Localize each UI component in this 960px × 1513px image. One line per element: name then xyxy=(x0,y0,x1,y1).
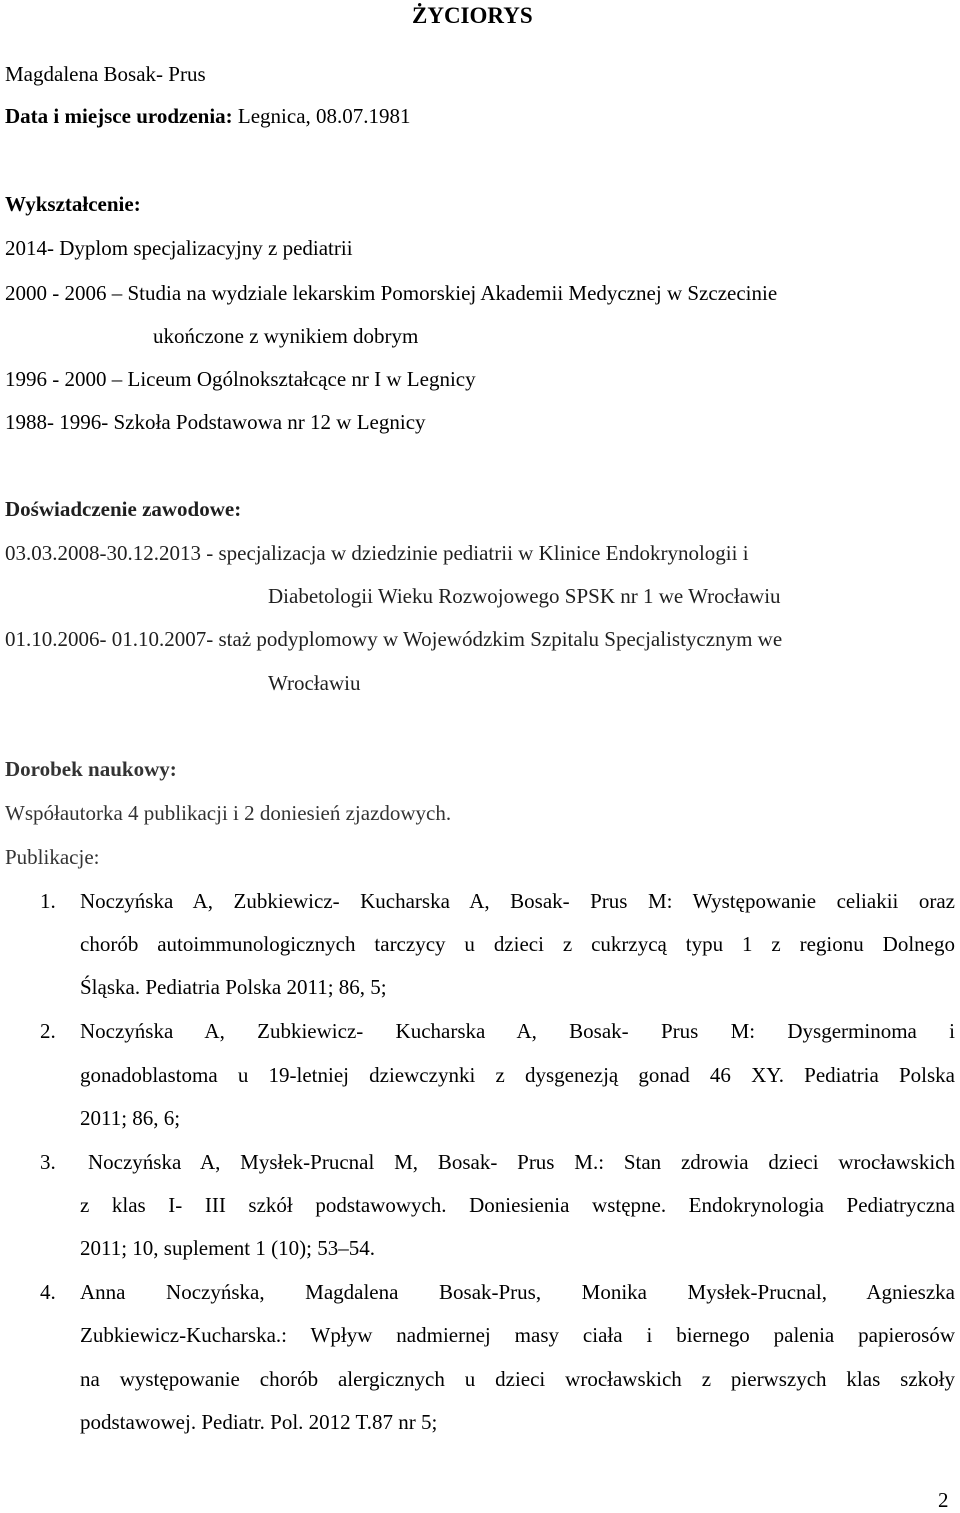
experience-line: Diabetologii Wieku Rozwojowego SPSK nr 1 we Wrocławiu xyxy=(268,584,781,608)
page-number: 2 xyxy=(938,1488,949,1512)
experience-line: 03.03.2008-30.12.2013 - specjalizacja w dziedzinie pediatrii w Klinice Endokrynologii i xyxy=(5,541,749,565)
publication-line: Noczyńska A, Mysłek-Prucnal M, Bosak- Prus M.: Stan zdrowia dzieci wrocławskich xyxy=(88,1150,955,1174)
experience-line: Wrocławiu xyxy=(268,671,361,695)
publication-line: Noczyńska A, Zubkiewicz- Kucharska A, Bosak- Prus M: Dysgerminoma i xyxy=(80,1019,955,1043)
education-line: 1988- 1996- Szkoła Podstawowa nr 12 w Legnicy xyxy=(5,410,426,434)
publication-line: Zubkiewicz-Kucharska.: Wpływ nadmiernej masy ciała i biernego palenia papierosów xyxy=(80,1323,955,1347)
person-name: Magdalena Bosak- Prus xyxy=(5,62,206,86)
publication-number: 4. xyxy=(40,1280,56,1304)
publication-line: Anna Noczyńska, Magdalena Bosak-Prus, Monika Mysłek-Prucnal, Agnieszka xyxy=(80,1280,955,1304)
education-line: 2000 - 2006 – Studia na wydziale lekarskim Pomorskiej Akademii Medycznej w Szczecinie xyxy=(5,281,778,305)
publication-line: Noczyńska A, Zubkiewicz- Kucharska A, Bosak- Prus M: Występowanie celiakii oraz xyxy=(80,889,955,913)
birth-label: Data i miejsce urodzenia: xyxy=(5,104,233,128)
publication-number: 2. xyxy=(40,1019,56,1043)
publication-line: 2011; 86, 6; xyxy=(80,1106,181,1130)
publication-line: chorób autoimmunologicznych tarczycy u dzieci z cukrzycą typu 1 z regionu Dolnego xyxy=(80,932,955,956)
experience-heading: Doświadczenie zawodowe: xyxy=(5,497,242,521)
publications-label: Publikacje: xyxy=(5,845,100,869)
publication-number: 1. xyxy=(40,889,56,913)
publication-line: Śląska. Pediatria Polska 2011; 86, 5; xyxy=(80,975,387,999)
education-line: 1996 - 2000 – Liceum Ogólnokształcące nr I w Legnicy xyxy=(5,367,476,391)
page-title: ŻYCIORYS xyxy=(412,3,533,28)
birth-line xyxy=(5,104,411,128)
birth-value: Legnica, 08.07.1981 xyxy=(232,104,411,128)
science-heading: Dorobek naukowy: xyxy=(5,757,177,781)
publication-line: 2011; 10, suplement 1 (10); 53–54. xyxy=(80,1236,375,1260)
publication-line: podstawowej. Pediatr. Pol. 2012 T.87 nr 5; xyxy=(80,1410,438,1434)
publication-line: z klas I- III szkół podstawowych. Doniesienia wstępne. Endokrynologia Pediatryczna xyxy=(80,1193,955,1217)
publication-number: 3. xyxy=(40,1150,56,1174)
experience-line: 01.10.2006- 01.10.2007- staż podyplomowy w Wojewódzkim Szpitalu Specjalistycznym we xyxy=(5,627,783,651)
publication-line: na występowanie chorób alergicznych u dzieci wrocławskich z pierwszych klas szkoły xyxy=(80,1367,955,1391)
education-line: ukończone z wynikiem dobrym xyxy=(153,324,419,348)
education-line: 2014- Dyplom specjalizacyjny z pediatrii xyxy=(5,236,353,260)
science-summary: Współautorka 4 publikacji i 2 doniesień zjazdowych. xyxy=(5,801,452,825)
education-heading: Wykształcenie: xyxy=(5,192,141,216)
publication-line: gonadoblastoma u 19-letniej dziewczynki z dysgenezją gonad 46 XY. Pediatria Polska xyxy=(80,1063,955,1087)
